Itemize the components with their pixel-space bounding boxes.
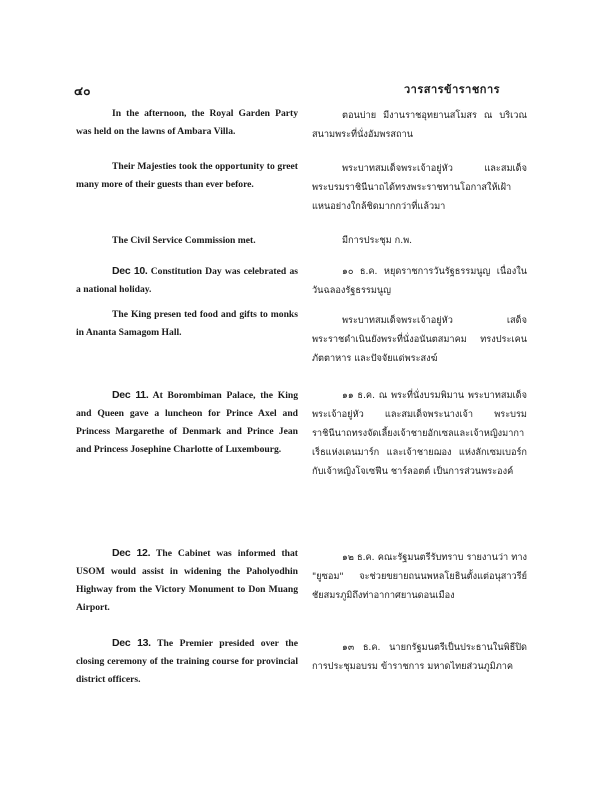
- entry-text: Constitution Day was celebrated as a national holiday.: [76, 266, 298, 295]
- english-entry-dec-10: [76, 262, 298, 299]
- thai-paragraph-majesties: พระบาทสมเด็จพระเจ้าอยู่หัว และสมเด็จพระบรมราชินีนาถได้ทรงพระราชทานโอกาสให้เฝ้าแหนอย่างใกล้ชิดมากกว่าที่แล้วมา: [312, 163, 527, 212]
- thai-entry-dec-13: ๑๓ ธ.ค. นายกรัฐมนตรีเป็นประธานในพิธีปิดการประชุมอบรม ข้าราชการ มหาดไทยส่วนภูมิภาค: [312, 642, 527, 672]
- page-number: ๔๐: [74, 84, 91, 98]
- english-paragraph-civil-service: The Civil Service Commission met.: [112, 235, 256, 246]
- english-entry-dec-11: [76, 386, 298, 459]
- english-entry-dec-12: [76, 544, 298, 617]
- entry-date: Dec 10.: [112, 265, 148, 277]
- english-paragraph-monks: The King presen ted food and gifts to monks in Ananta Samagom Hall.: [76, 309, 298, 338]
- journal-title: วารสารข้าราชการ: [404, 83, 501, 96]
- english-paragraph-majesties: Their Majesties took the opportunity to greet many more of their guests than ever before.: [76, 161, 298, 190]
- english-paragraph-garden-party: In the afternoon, the Royal Garden Party was held on the lawns of Ambara Villa.: [76, 108, 298, 137]
- thai-paragraph-garden-party: ตอนบ่าย มีงานราชอุทยานสโมสร ณ บริเวณสนามพระที่นั่งอัมพรสถาน: [312, 110, 527, 140]
- entry-date: Dec 13.: [112, 637, 151, 649]
- entry-text: At Borombiman Palace, the King and Queen gave a luncheon for Prince Axel and Princess Margarethe of Denmark and Prince Jean and Princess Josephine Charlotte of Luxembourg.: [76, 390, 298, 455]
- thai-paragraph-monks: พระบาทสมเด็จพระเจ้าอยู่หัว เสด็จพระราชดำเนินยังพระที่นั่งอนันตสมาคม ทรงประเคนภัตตาหาร และปัจจัยแด่พระสงฆ์: [312, 315, 527, 364]
- entry-date: Dec 11.: [112, 389, 149, 401]
- entry-date: Dec 12.: [112, 547, 151, 559]
- entry-text: The Premier presided over the closing ceremony of the training course for provincial district officers.: [76, 638, 298, 685]
- entry-text: The Cabinet was informed that USOM would assist in widening the Paholyodhin Highway from the Victory Monument to Don Muang Airport.: [76, 548, 298, 613]
- thai-entry-dec-11: ๑๑ ธ.ค. ณ พระที่นั่งบรมพิมาน พระบาทสมเด็จพระเจ้าอยู่หัว และสมเด็จพระนางเจ้า พระบรมราชินีนาถทรงจัดเลี้ยงเจ้าชายอักเซลและเจ้าหญิงมากาเร็ธแห่งเดนมาร์ก และเจ้าชายฌอง แห่งลักเซมเบอร์ก กับเจ้าหญิงโจเซฟีน ชาร์ลอตต์ เป็นการส่วนพระองค์: [312, 390, 527, 477]
- english-entry-dec-13: [76, 634, 298, 689]
- thai-entry-dec-10: ๑๐ ธ.ค. หยุดราชการวันรัฐธรรมนูญ เนื่องในวันฉลองรัฐธรรมนูญ: [312, 266, 527, 296]
- thai-entry-dec-12: ๑๒ ธ.ค. คณะรัฐมนตรีรับทราบ รายงานว่า ทาง "ยูซอม" จะช่วยขยายถนนพหลโยธินตั้งแต่อนุสาวรีย์ชัยสมรภูมิถึงท่าอากาศยานดอนเมือง: [312, 552, 527, 601]
- thai-paragraph-civil-service: มีการประชุม ก.พ.: [342, 235, 413, 246]
